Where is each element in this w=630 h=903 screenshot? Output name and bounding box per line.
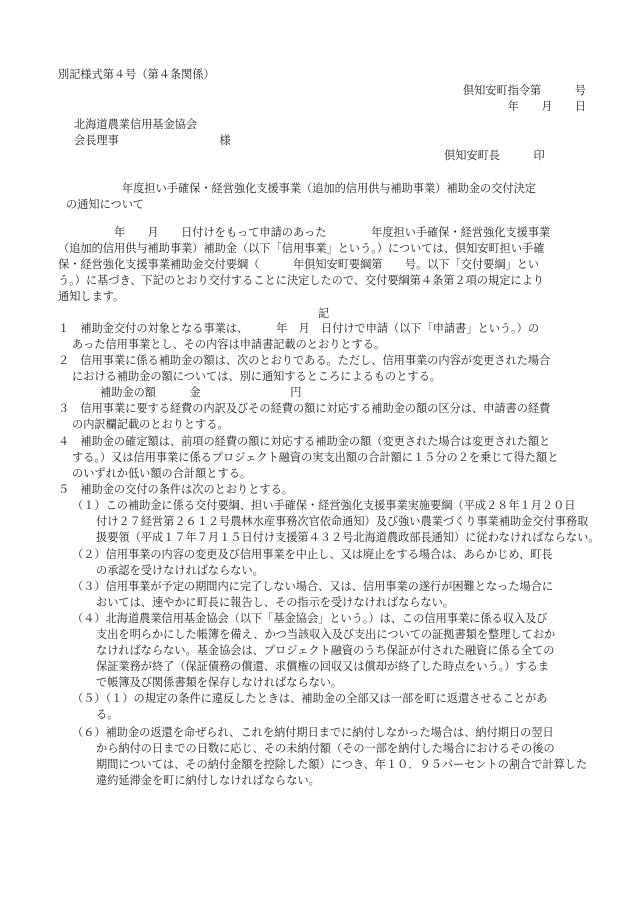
- document-number: 倶知安町指令第 号: [462, 84, 586, 97]
- condition-6-line: （６）補助金の返還を命ぜられ、これを納付期日までに納付しなかった場合は、納付期日の翌日: [72, 726, 554, 739]
- intro-line: （追加的信用供与補助事業）補助金（以下「信用事業」という。）については、倶知安町担い手確: [58, 242, 545, 255]
- condition-1-line: （１）この補助金に係る交付要綱、担い手確保・経営強化支援事業実施要綱（平成２８年１月２０日: [72, 499, 576, 512]
- notice-title-line-2: の通知について: [66, 198, 145, 211]
- item-4-line: のいずれか低い額の合計額とする。: [72, 467, 252, 480]
- notice-title-line-1: 年度担い手確保・経営強化支援事業（追加的信用供与補助事業）補助金の交付決定: [122, 182, 536, 195]
- item-5-line: ５ 補助金の交付の条件は次のとおりとする。: [58, 483, 293, 496]
- condition-4-line: 支出を明らかにした帳簿を備え、かつ当該収入及び支出についての証拠書類を整理しておか: [96, 628, 556, 641]
- intro-line: 年 月 日付けをもって申請のあった 年度担い手確保・経営強化支援事業: [58, 226, 551, 239]
- condition-1-line: 付け２７経営第２６１２号農林水産事務次官依命通知）及び強い農業づくり事業補助金交付事務取: [96, 515, 589, 528]
- intro-line: 通知します。: [58, 290, 125, 303]
- condition-4-line: で帳簿及び関係書類を保存しなければならない。: [96, 676, 343, 689]
- sender: 倶知安町長 印: [444, 149, 545, 162]
- intro-line: 保・経営強化支援事業補助金交付要綱（ 年倶知安町要綱第 号。以下「交付要綱」とい: [58, 258, 540, 271]
- condition-3-line: （３）信用事業が予定の期間内に完了しない場合、又は、信用事業の遂行が困難となった場合に: [72, 580, 554, 593]
- item-4-line: する。）又は信用事業に係るプロジェクト融資の実支出額の合計額に１５分の２を乗じて得た額と: [72, 451, 559, 464]
- intro-line: う。）に基づき、下記のとおり交付することに決定したので、交付要綱第４条第２項の規定により: [58, 274, 544, 287]
- recipient-title: 会長理事 様: [74, 134, 231, 147]
- condition-6-line: から納付の日までの日数に応じ、その未納付額（その一部を納付した場合におけるその後の: [96, 742, 555, 755]
- condition-4-line: 保証業務が終了（保証債務の償還、求償権の回収又は償却が終了した時点をいう。）するま: [96, 660, 550, 673]
- item-4-line: ４ 補助金の確定額は、前項の経費の額に対応する補助金の額（変更された場合は変更された額と: [58, 435, 551, 448]
- item-1-line: あった信用事業とし、その内容は申請書記載のとおりとする。: [72, 338, 386, 351]
- item-2-line: における補助金の額については、別に通知するところによるものとする。: [72, 370, 441, 383]
- document-date: 年 月 日: [507, 100, 586, 113]
- form-label: 別記様式第４号（第４条関係）: [58, 68, 215, 81]
- item-1-line: １ 補助金交付の対象となる事業は、 年 月 日付けで申請（以下「申請書」という。）の: [58, 322, 540, 335]
- condition-6-line: 期間については、その納付金額を控除した額）につき、年１０．９５パーセントの割合で計算した: [96, 758, 588, 771]
- subsidy-amount: 補助金の額 金 円: [100, 386, 302, 399]
- condition-6-line: 違約延滞金を町に納付しなければならない。: [96, 774, 320, 787]
- condition-1-line: 扱要領（平成１７年７月１５日付け支援第４３２号北海道農政部長通知）に従わなければならない。: [96, 531, 600, 544]
- recipient-organization: 北海道農業信用基金協会: [74, 118, 198, 131]
- condition-4-line: （４）北海道農業信用基金協会（以下「基金協会」という。）は、この信用事業に係る収入及び: [72, 612, 548, 625]
- item-3-line: の内訳欄記載のとおりとする。: [72, 418, 229, 431]
- item-2-line: ２ 信用事業に係る補助金の額は、次のとおりである。ただし、信用事業の内容が変更された場合: [58, 354, 551, 367]
- condition-4-line: なければならない。基金協会は、プロジェクト融資のうち保証が付された融資に係る全ての: [96, 644, 555, 657]
- condition-2-line: の承認を受けなければならない。: [96, 564, 264, 577]
- condition-5-line: （５）（１）の規定の条件に違反したときは、補助金の全部又は一部を町に返還させることがあ: [72, 692, 548, 705]
- item-3-line: ３ 信用事業に要する経費の内訳及びその経費の額に対応する補助金の額の区分は、申請書の経費: [58, 402, 551, 415]
- condition-2-line: （２）信用事業の内容の変更及び信用事業を中止し、又は廃止をする場合は、あらかじめ、町長: [72, 548, 553, 561]
- condition-3-line: おいては、速やかに町長に報告し、その指示を受けなければならない。: [96, 596, 455, 609]
- ki-heading: 記: [318, 307, 330, 320]
- condition-5-line: る。: [96, 708, 119, 721]
